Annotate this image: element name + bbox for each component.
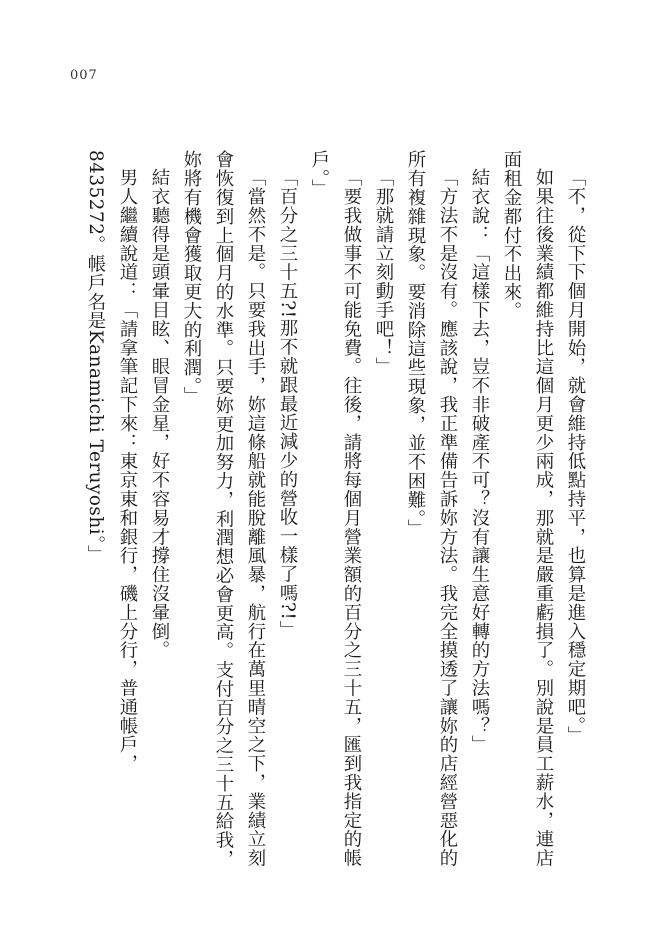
paragraph: 結衣說：「這樣下去，豈不非破產不可？沒有讓生意好轉的方法嗎？」 bbox=[469, 168, 490, 755]
paragraph: 「那就請立刻動手吧！」 bbox=[373, 168, 394, 377]
paragraph: 結衣聽得是頭暈目眩、眼冒金星，好不容易才撐住沒暈倒。 bbox=[149, 168, 170, 660]
paragraph: 男人繼續說道：「請拿筆記下來：東京東和銀行，磯上分行，普通帳戶，8435272。帳戶名是Kanamichi Teruyoshi。」 bbox=[85, 150, 138, 774]
paragraph: 「當然不是。只要我出手，妳這條船就能脫離風暴，航行在萬里晴空之下，業績立刻會恢復到上個月的水準。只要妳更加努力，利潤想必會更高。支付百分之三十五給我，妳將有機會獲取更大的利潤。」 bbox=[181, 150, 266, 869]
paragraph: 「百分之三十五?!那不就跟最近減少的營收一樣了嗎?!」 bbox=[277, 168, 298, 640]
paragraph: 「要我做事不可能免費。往後，請將每個月營業額的百分之三十五，匯到我指定的帳戶。」 bbox=[309, 150, 362, 868]
paragraph: 「方法不是沒有。應該說，我正準備告訴妳方法。我完全摸透了讓妳的店經營惡化的所有複雜現象。要消除這些現象，並不困難。」 bbox=[405, 150, 458, 868]
paragraph: 「不，從下下個月開始，就會維持低點持平，也算是進入穩定期吧。」 bbox=[565, 168, 586, 746]
body-text bbox=[79, 150, 591, 870]
page-number: 007 bbox=[70, 68, 98, 83]
paragraph: 如果往後業績都維持比這個月更少兩成，那就是嚴重虧損了。別說是員工薪水，連店面租金都付不出來。 bbox=[501, 150, 554, 868]
